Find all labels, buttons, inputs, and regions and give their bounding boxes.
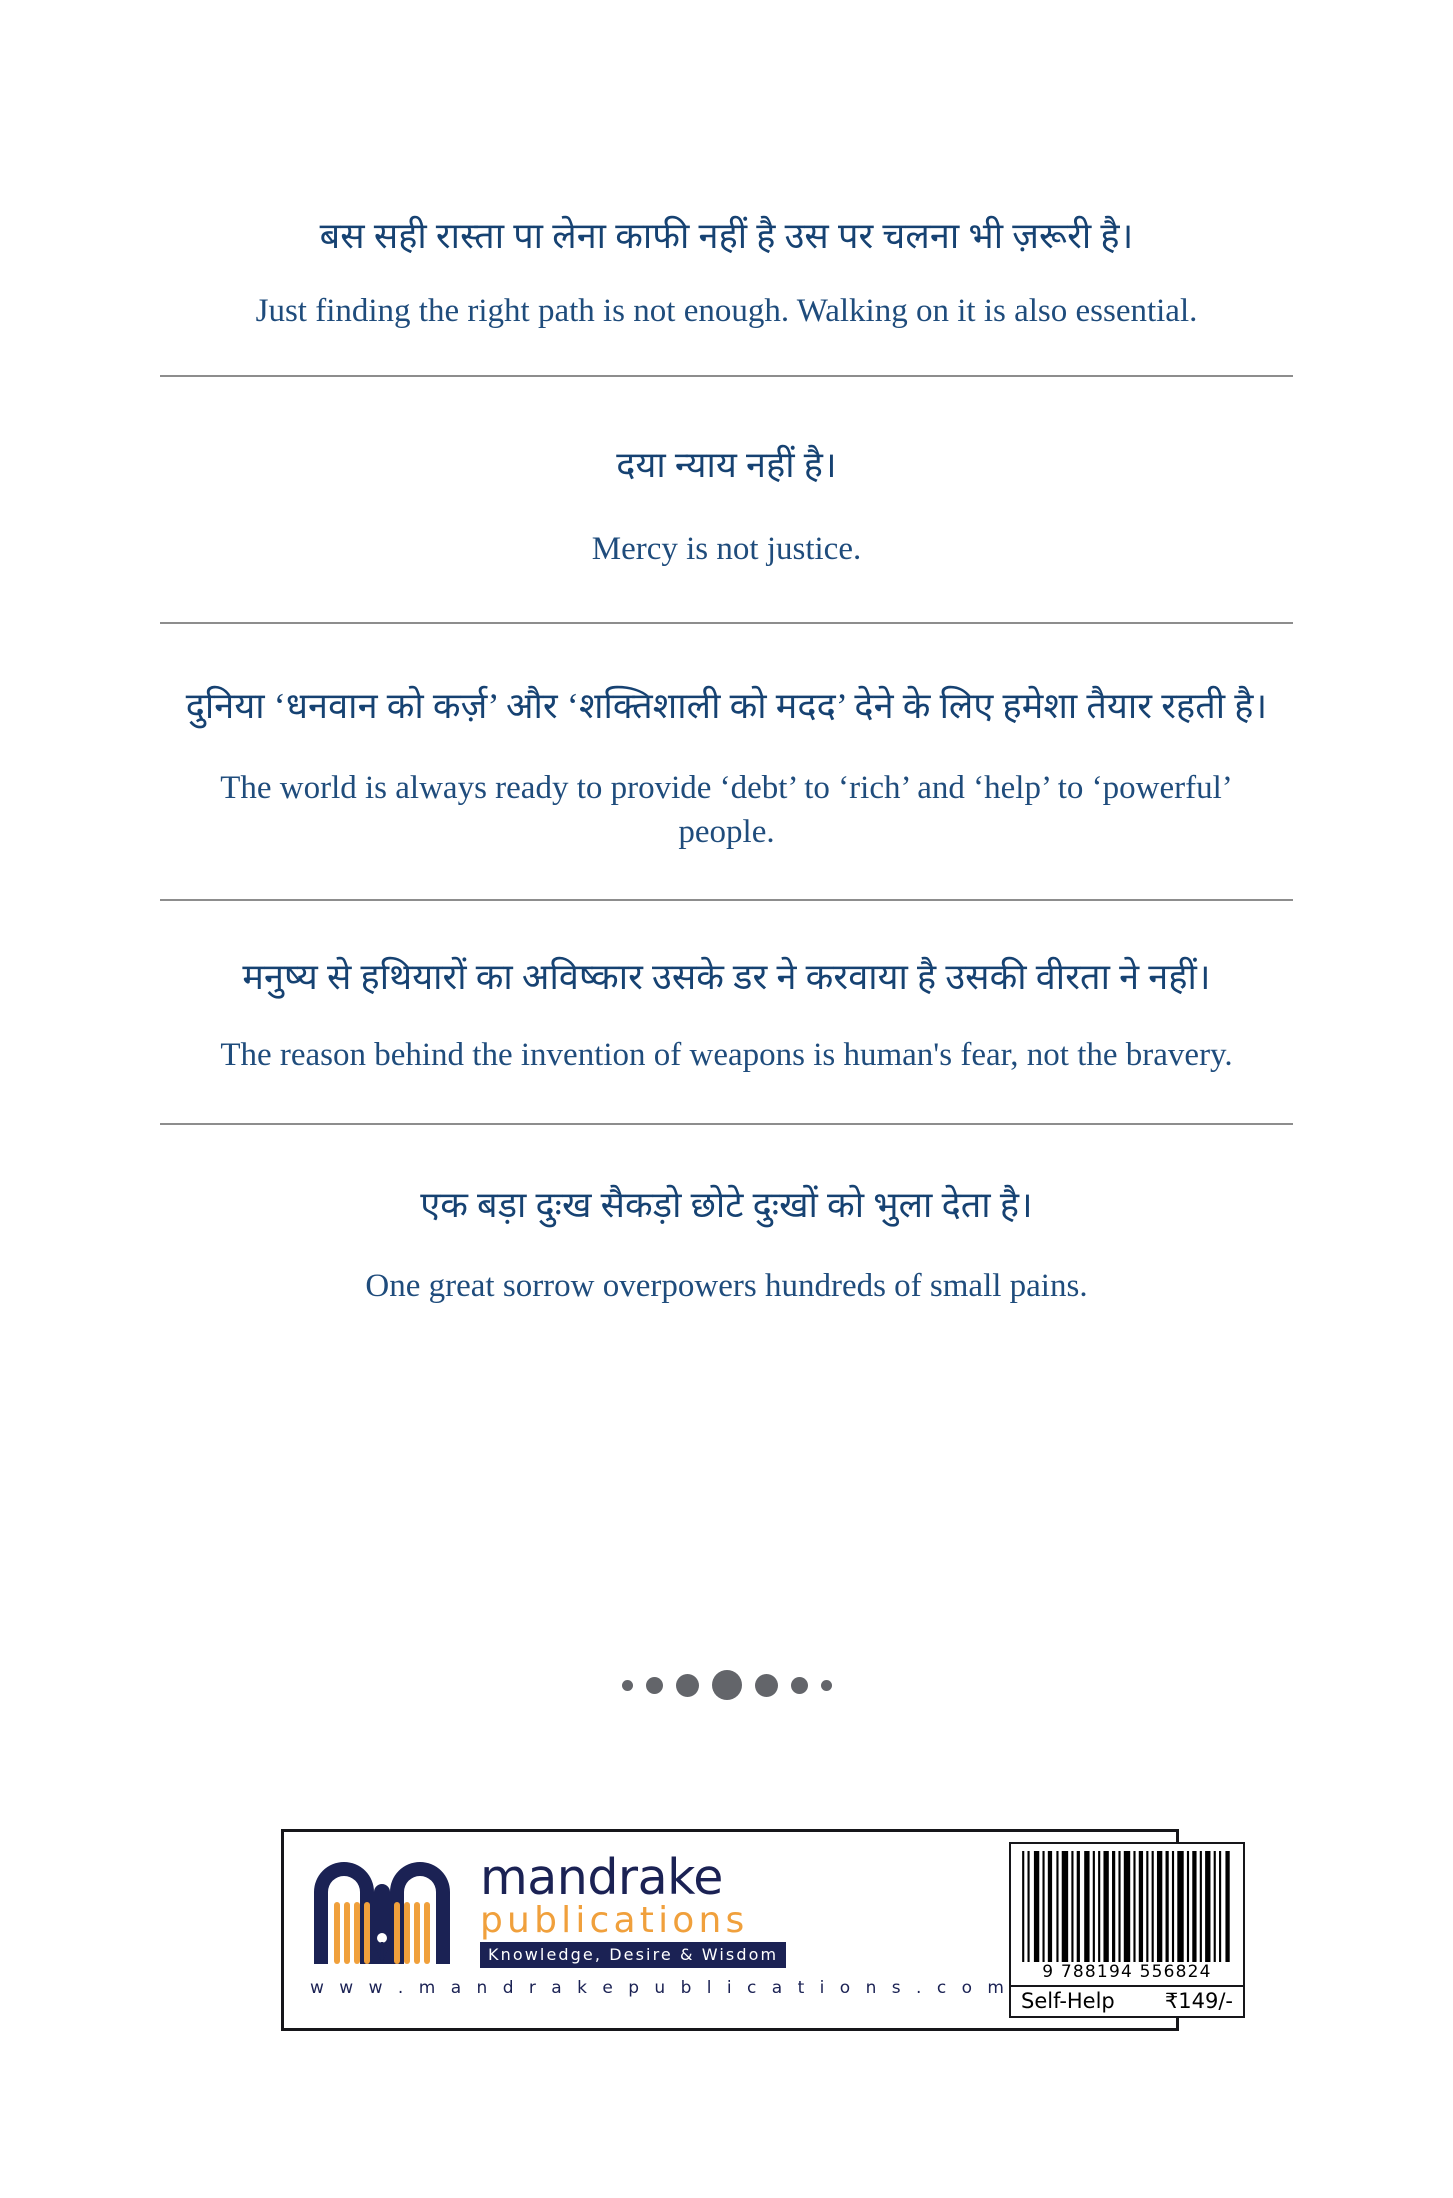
quote-divider [160,1123,1293,1125]
publisher-tagline: Knowledge, Desire & Wisdom [480,1942,786,1968]
mandrake-m-book-pen-logo-icon [306,1846,458,1964]
quote-block [160,439,1293,572]
ornament-dot [791,1677,808,1694]
quote-block [160,210,1293,333]
ornament-dot [755,1674,778,1697]
isbn-digits: 9 788194 556824 [1042,1962,1212,1982]
ean13-barcode-icon [1020,1851,1234,1962]
quote-english: One great sorrow overpowers hundreds of small pains. [365,1267,1088,1304]
quote-divider [160,622,1293,624]
quote-hindi: एक बड़ा दुःख सैकड़ो छोटे दुःखों को भुला देता है। [420,1185,1033,1226]
quote-english: Just finding the right path is not enough. Walking on it is also essential. [255,292,1198,329]
quote-hindi: बस सही रास्ता पा लेना काफी नहीं है उस पर चलना भी ज़रूरी है। [319,216,1134,256]
quote-english: The world is always ready to provide ‘debt’ to ‘rich’ and ‘help’ to ‘powerful’ people. [220,770,1233,851]
ornament-dot [712,1670,742,1700]
quote-hindi: मनुष्य से हथियारों का अविष्कार उसके डर ने करवाया है उसकी वीरता ने नहीं। [242,956,1211,997]
barcode-block [1009,1842,1245,2018]
category-label: Self-Help [1020,1989,1115,2013]
ornament-dot [821,1680,832,1691]
price-label: ₹149/- [1164,1989,1233,2013]
quote-block [160,680,1293,855]
ornament-dot [676,1674,699,1697]
ornament-dot [622,1680,633,1691]
quote-block [160,951,1293,1078]
quote-divider [160,899,1293,901]
quote-list [160,210,1293,1308]
quote-hindi: दुनिया ‘धनवान को कर्ज़’ और ‘शक्तिशाली को मदद’ देने के लिए हमेशा तैयार रहती है। [185,685,1268,726]
barcode-top [1011,1844,1243,1985]
dot-ornament [0,1655,1453,1715]
quote-block [160,1179,1293,1308]
ornament-dot [646,1677,663,1694]
quote-english: The reason behind the invention of weapons is human's fear, not the bravery. [220,1037,1233,1074]
quote-english: Mercy is not justice. [591,531,862,568]
quote-hindi: दया न्याय नहीं है। [616,444,837,485]
logo-row [306,1846,1009,1968]
publisher-wordmark [480,1846,786,1968]
barcode-footer [1011,1985,1243,2016]
publisher-name: mandrake [480,1849,723,1906]
publisher-logo-area [284,1832,1009,2028]
publisher-type: publications [480,1900,749,1942]
publisher-website: w w w . m a n d r a k e p u b l i c a t i o n s . c o m [310,1978,1009,1999]
publisher-panel [281,1829,1233,2031]
quote-divider [160,375,1293,377]
